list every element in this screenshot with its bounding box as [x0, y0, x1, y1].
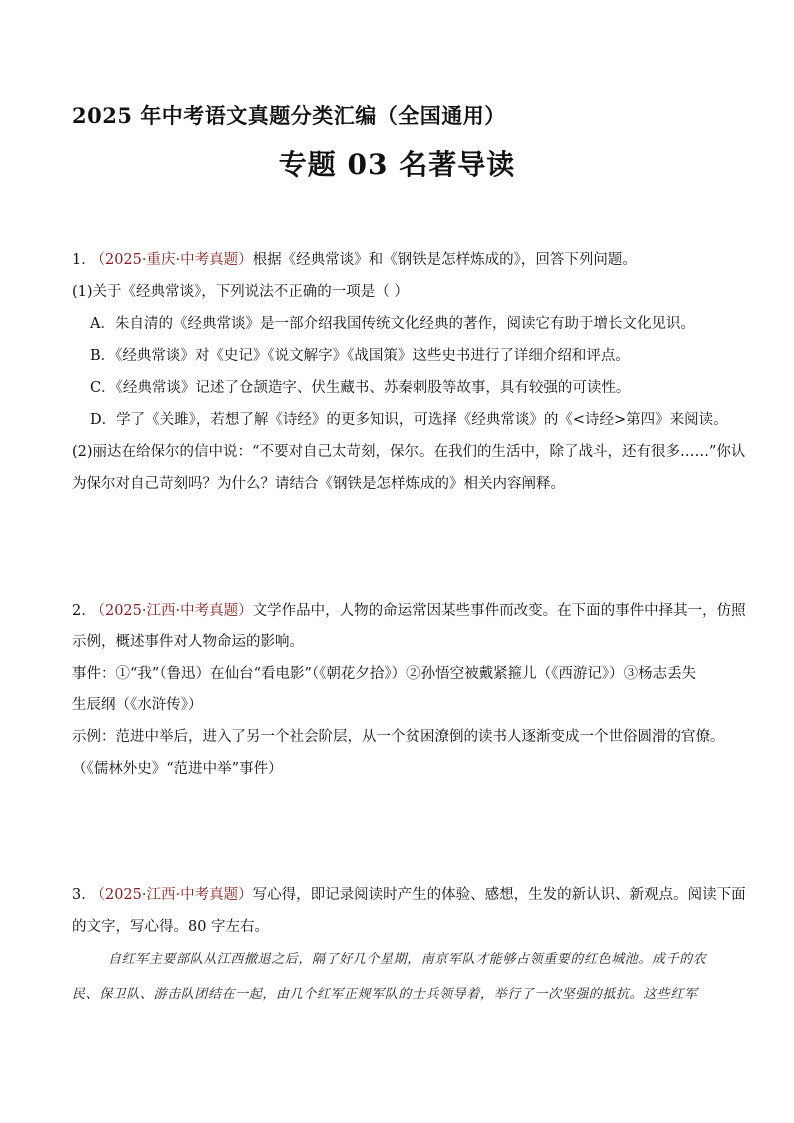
question-2-stem-line-1: [72, 601, 746, 621]
question-2-events-line-2: 生辰纲（《水浒传》）: [72, 697, 203, 713]
question-2-example-line-1: 示例：范进中举后，进入了另一个社会阶层，从一个贫困潦倒的读书人逐渐变成一个世俗圆滑的官僚。: [72, 729, 725, 745]
question-2-stem-line-2: 示例，概述事件对人物命运的影响。: [72, 634, 304, 650]
question-text: 根据《经典常谈》和《钢铁是怎样炼成的》，回答下列问题。: [252, 252, 637, 268]
reading-excerpt-line-2: 民、保卫队、游击队团结在一起，由几个红军正规军队的士兵领导着，举行了一次坚强的抵抗。这些红军: [72, 987, 698, 1002]
question-source: （2025·重庆·中考真题）: [97, 252, 253, 268]
question-3-stem-line-1: [72, 885, 746, 905]
document-title: 2025 年中考语文真题分类汇编（全国通用）: [72, 103, 506, 128]
question-text: 文学作品中，人物的命运常因某些事件而改变。在下面的事件中择其一，仿照: [252, 603, 746, 619]
question-source: （2025·江西·中考真题）: [97, 887, 253, 903]
question-1-sub-2-line-2: 为保尔对自己苛刻吗？为什么？请结合《钢铁是怎样炼成的》相关内容阐释。: [72, 476, 565, 492]
option-a: A．朱自清的《经典常谈》是一部介绍我国传统文化经典的著作，阅读它有助于增长文化见识。: [90, 316, 695, 332]
question-1-sub-2-line-1: (2)丽达在给保尔的信中说：“不要对自己太苛刻，保尔。在我们的生活中，除了战斗，还有很多……”你认: [72, 444, 746, 460]
question-3-stem-line-2: 的文字，写心得。80 字左右。: [72, 919, 270, 935]
option-d: D．学了《关雎》，若想了解《诗经》的更多知识，可选择《经典常谈》的《<诗经>第四》来阅读。: [90, 412, 728, 428]
question-source: （2025·江西·中考真题）: [97, 603, 253, 619]
question-2-events-line-1: 事件：①“我”（鲁迅）在仙台“看电影”（《朝花夕拾》）②孙悟空被戴紧箍儿（《西游记》）③杨志丢失: [72, 666, 697, 682]
option-b: B．《经典常谈》对《史记》《说文解字》《战国策》这些史书进行了详细介绍和评点。: [90, 348, 630, 364]
question-number: 3．: [72, 887, 96, 903]
question-1-sub-1: (1)关于《经典常谈》，下列说法不正确的一项是（ ）: [72, 284, 409, 300]
question-number: 1．: [72, 252, 96, 268]
question-number: 2．: [72, 603, 96, 619]
reading-excerpt-line-1: 自红军主要部队从江西撤退之后，隔了好几个星期，南京军队才能够占领重要的红色城池。成千的农: [108, 952, 707, 967]
question-text: 写心得，即记录阅读时产生的体验、感想，生发的新认识、新观点。阅读下面: [252, 887, 746, 903]
option-c: C．《经典常谈》记述了仓颉造字、伏生藏书、苏秦刺股等故事，具有较强的可读性。: [90, 380, 631, 396]
topic-title: 专题 03 名著导读: [278, 148, 516, 181]
question-2-example-line-2: （《儒林外史》“范进中举”事件）: [72, 761, 283, 777]
question-1-stem: [72, 250, 637, 270]
